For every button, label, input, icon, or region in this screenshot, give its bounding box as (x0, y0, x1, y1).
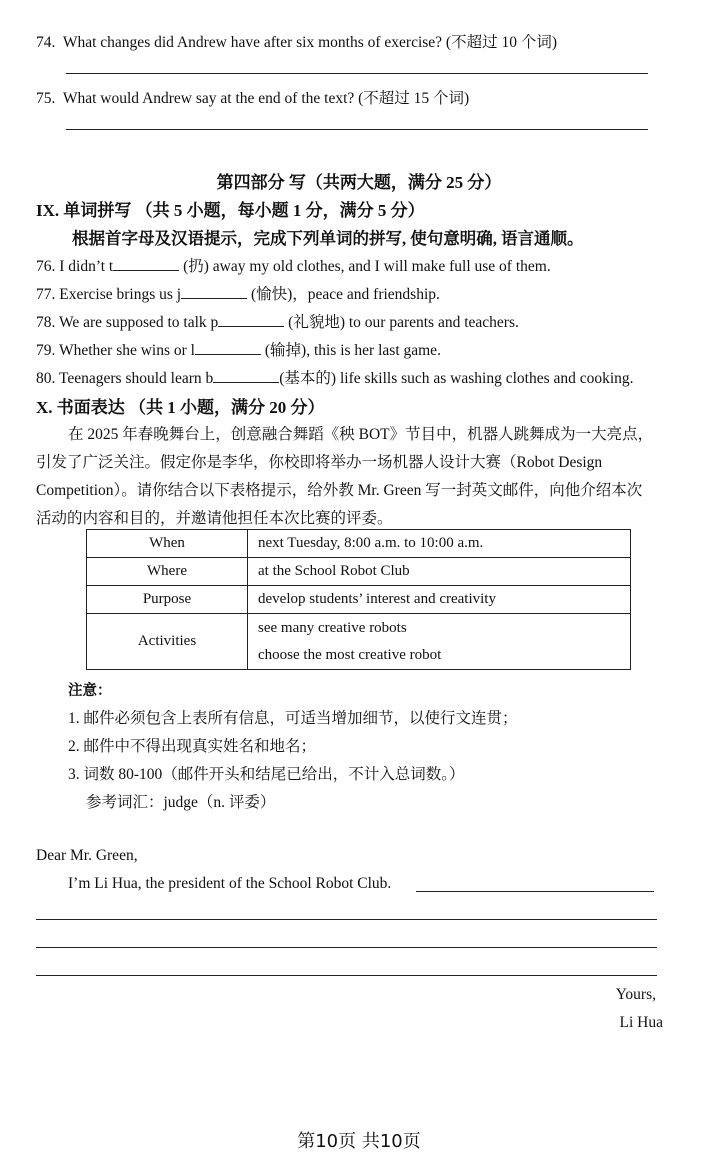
table-row-activities (87, 614, 631, 670)
spelling-item-78: 78. We are supposed to talk p (礼貌地) to our parents and teachers. (36, 314, 519, 331)
prompt-line-1: 在 2025 年春晚舞台上，创意融合舞蹈《秧 BOT》节目中，机器人跳舞成为一大亮点， (68, 426, 654, 443)
section9-title: IX. 单词拼写 （共 5 小题，每小题 1 分，满分 5 分） (36, 201, 425, 220)
purpose-value: develop students’ interest and creativity (248, 586, 631, 614)
spelling-blank-77[interactable] (181, 284, 247, 299)
vocab-hint: 参考词汇：judge（n. 评委） (86, 794, 276, 811)
table-row-where (87, 558, 631, 586)
writing-line-1[interactable] (416, 891, 654, 892)
part4-title: 第四部分 写（共两大题，满分 25 分） (216, 173, 502, 192)
note-1: 1. 邮件必须包含上表所有信息，可适当增加细节，以使行文连贯； (68, 710, 518, 727)
spelling-blank-76[interactable] (113, 256, 179, 271)
question-74: 74. What changes did Andrew have after six months of exercise? (不超过 10 个词) (36, 34, 557, 51)
where-value: at the School Robot Club (248, 558, 631, 586)
activities-value (248, 614, 631, 670)
answer-line-74[interactable] (66, 73, 648, 74)
writing-line-2[interactable] (36, 919, 657, 920)
activities-label: Activities (87, 614, 248, 670)
spelling-item-80: 80. Teenagers should learn b (基本的) life skills such as washing clothes and cooking. (36, 370, 634, 387)
spelling-blank-80[interactable] (213, 368, 279, 383)
spelling-blank-78[interactable] (218, 312, 284, 327)
spelling-item-76: 76. I didn’t t (扔) away my old clothes, and I will make full use of them. (36, 258, 551, 275)
purpose-label: Purpose (87, 586, 248, 614)
prompt-line-3: Competition）。请你结合以下表格提示，给外教 Mr. Green 写一封英文邮件，向他介绍本次 (36, 482, 643, 499)
note-2: 2. 邮件中不得出现真实姓名和地名； (68, 738, 317, 755)
letter-greeting: Dear Mr. Green, (36, 847, 138, 864)
table-row-when (87, 530, 631, 558)
writing-line-3[interactable] (36, 947, 657, 948)
writing-line-4[interactable] (36, 975, 657, 976)
spelling-item-79: 79. Whether she wins or l (输掉), this is her last game. (36, 342, 441, 359)
info-table (86, 529, 631, 670)
section10-title: X. 书面表达 （共 1 小题，满分 20 分） (36, 398, 325, 417)
question-75: 75. What would Andrew say at the end of the text? (不超过 15 个词) (36, 90, 470, 107)
spelling-item-77: 77. Exercise brings us j (愉快)，peace and friendship. (36, 286, 440, 303)
note-3: 3. 词数 80-100（邮件开头和结尾已给出，不计入总词数。） (68, 766, 465, 783)
prompt-line-2: 引发了广泛关注。假定你是李华，你校即将举办一场机器人设计大赛（Robot Design (36, 454, 603, 471)
spelling-blank-79[interactable] (195, 340, 261, 355)
letter-first-line: I’m Li Hua, the president of the School Robot Club. (68, 875, 392, 892)
letter-signature: Li Hua (619, 1014, 663, 1031)
answer-line-75[interactable] (66, 129, 648, 130)
page-footer: 第10页 共10页 (297, 1131, 421, 1152)
letter-closing: Yours, (615, 986, 656, 1003)
prompt-line-4: 活动的内容和目的，并邀请他担任本次比赛的评委。 (36, 510, 393, 527)
where-label: Where (87, 558, 248, 586)
when-label: When (87, 530, 248, 558)
section9-instruction: 根据首字母及汉语提示，完成下列单词的拼写, 使句意明确, 语言通顺。 (72, 229, 584, 248)
activity-2: choose the most creative robot (258, 646, 442, 663)
when-value: next Tuesday, 8:00 a.m. to 10:00 a.m. (248, 530, 631, 558)
table-row-purpose (87, 586, 631, 614)
notes-title: 注意： (68, 683, 112, 699)
activity-1: see many creative robots (258, 619, 407, 636)
